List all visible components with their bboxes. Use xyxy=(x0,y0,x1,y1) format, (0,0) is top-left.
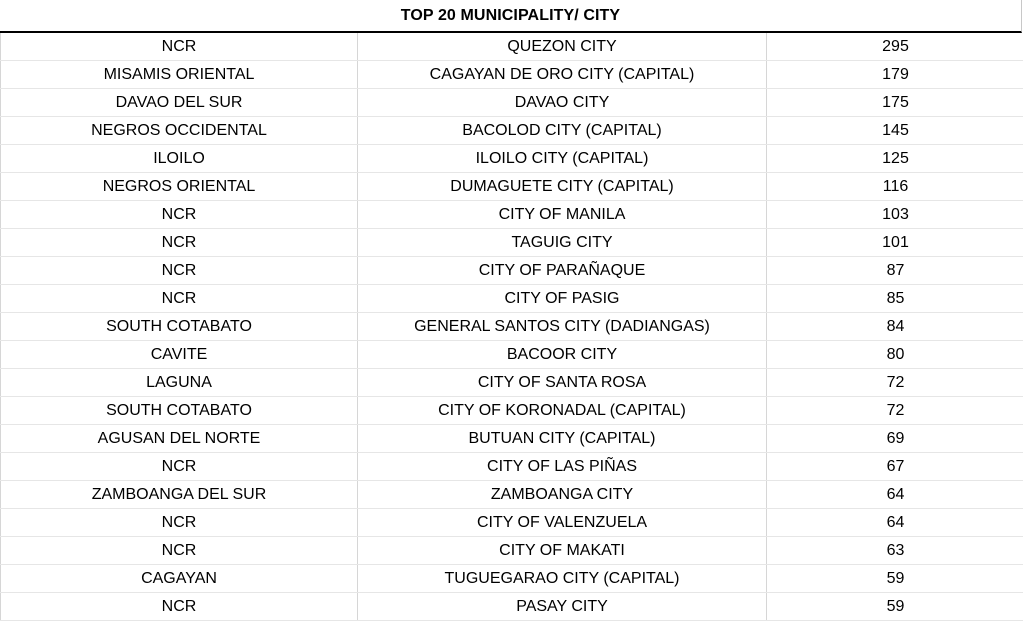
province-cell[interactable]: NCR xyxy=(1,593,358,621)
province-cell[interactable]: NEGROS ORIENTAL xyxy=(1,173,358,201)
table-row xyxy=(1,145,1023,173)
table-row xyxy=(1,397,1023,425)
table-row xyxy=(1,61,1023,89)
province-cell[interactable]: DAVAO DEL SUR xyxy=(1,89,358,117)
city-cell[interactable]: DUMAGUETE CITY (CAPITAL) xyxy=(358,173,767,201)
province-cell[interactable]: MISAMIS ORIENTAL xyxy=(1,61,358,89)
city-cell[interactable]: QUEZON CITY xyxy=(358,33,767,61)
data-table xyxy=(0,33,1023,621)
province-cell[interactable]: NCR xyxy=(1,257,358,285)
count-cell[interactable]: 101 xyxy=(767,229,1023,257)
table-row xyxy=(1,313,1023,341)
province-cell[interactable]: SOUTH COTABATO xyxy=(1,313,358,341)
table-row xyxy=(1,481,1023,509)
city-cell[interactable]: CITY OF PARAÑAQUE xyxy=(358,257,767,285)
table-row xyxy=(1,257,1023,285)
table-row xyxy=(1,369,1023,397)
count-cell[interactable]: 179 xyxy=(767,61,1023,89)
city-cell[interactable]: CITY OF LAS PIÑAS xyxy=(358,453,767,481)
count-cell[interactable]: 295 xyxy=(767,33,1023,61)
table-row xyxy=(1,33,1023,61)
table-row xyxy=(1,229,1023,257)
table-row xyxy=(1,537,1023,565)
count-cell[interactable]: 125 xyxy=(767,145,1023,173)
count-cell[interactable]: 175 xyxy=(767,89,1023,117)
table-row xyxy=(1,285,1023,313)
province-cell[interactable]: AGUSAN DEL NORTE xyxy=(1,425,358,453)
province-cell[interactable]: CAVITE xyxy=(1,341,358,369)
table-row xyxy=(1,173,1023,201)
province-cell[interactable]: NCR xyxy=(1,229,358,257)
table-row xyxy=(1,565,1023,593)
count-cell[interactable]: 63 xyxy=(767,537,1023,565)
province-cell[interactable]: NCR xyxy=(1,33,358,61)
count-cell[interactable]: 64 xyxy=(767,509,1023,537)
city-cell[interactable]: ILOILO CITY (CAPITAL) xyxy=(358,145,767,173)
table-body xyxy=(1,33,1023,621)
province-cell[interactable]: ILOILO xyxy=(1,145,358,173)
count-cell[interactable]: 145 xyxy=(767,117,1023,145)
city-cell[interactable]: CITY OF KORONADAL (CAPITAL) xyxy=(358,397,767,425)
count-cell[interactable]: 103 xyxy=(767,201,1023,229)
table-row xyxy=(1,201,1023,229)
province-cell[interactable]: NCR xyxy=(1,537,358,565)
count-cell[interactable]: 59 xyxy=(767,593,1023,621)
city-cell[interactable]: GENERAL SANTOS CITY (DADIANGAS) xyxy=(358,313,767,341)
province-cell[interactable]: NEGROS OCCIDENTAL xyxy=(1,117,358,145)
table-title[interactable]: TOP 20 MUNICIPALITY/ CITY xyxy=(0,0,1022,33)
city-cell[interactable]: BUTUAN CITY (CAPITAL) xyxy=(358,425,767,453)
province-cell[interactable]: LAGUNA xyxy=(1,369,358,397)
table-row xyxy=(1,593,1023,621)
count-cell[interactable]: 80 xyxy=(767,341,1023,369)
city-cell[interactable]: CITY OF PASIG xyxy=(358,285,767,313)
count-cell[interactable]: 72 xyxy=(767,369,1023,397)
city-cell[interactable]: CAGAYAN DE ORO CITY (CAPITAL) xyxy=(358,61,767,89)
count-cell[interactable]: 84 xyxy=(767,313,1023,341)
table-row xyxy=(1,509,1023,537)
province-cell[interactable]: ZAMBOANGA DEL SUR xyxy=(1,481,358,509)
count-cell[interactable]: 85 xyxy=(767,285,1023,313)
city-cell[interactable]: ZAMBOANGA CITY xyxy=(358,481,767,509)
city-cell[interactable]: CITY OF SANTA ROSA xyxy=(358,369,767,397)
table-row xyxy=(1,425,1023,453)
city-cell[interactable]: CITY OF MANILA xyxy=(358,201,767,229)
city-cell[interactable]: CITY OF MAKATI xyxy=(358,537,767,565)
count-cell[interactable]: 67 xyxy=(767,453,1023,481)
city-cell[interactable]: TUGUEGARAO CITY (CAPITAL) xyxy=(358,565,767,593)
count-cell[interactable]: 59 xyxy=(767,565,1023,593)
province-cell[interactable]: NCR xyxy=(1,201,358,229)
table-row xyxy=(1,89,1023,117)
province-cell[interactable]: CAGAYAN xyxy=(1,565,358,593)
count-cell[interactable]: 72 xyxy=(767,397,1023,425)
count-cell[interactable]: 87 xyxy=(767,257,1023,285)
count-cell[interactable]: 69 xyxy=(767,425,1023,453)
province-cell[interactable]: SOUTH COTABATO xyxy=(1,397,358,425)
city-cell[interactable]: BACOOR CITY xyxy=(358,341,767,369)
city-cell[interactable]: PASAY CITY xyxy=(358,593,767,621)
table-row xyxy=(1,453,1023,481)
count-cell[interactable]: 116 xyxy=(767,173,1023,201)
province-cell[interactable]: NCR xyxy=(1,509,358,537)
count-cell[interactable]: 64 xyxy=(767,481,1023,509)
table-row xyxy=(1,341,1023,369)
province-cell[interactable]: NCR xyxy=(1,453,358,481)
city-cell[interactable]: DAVAO CITY xyxy=(358,89,767,117)
city-cell[interactable]: TAGUIG CITY xyxy=(358,229,767,257)
city-cell[interactable]: CITY OF VALENZUELA xyxy=(358,509,767,537)
city-cell[interactable]: BACOLOD CITY (CAPITAL) xyxy=(358,117,767,145)
province-cell[interactable]: NCR xyxy=(1,285,358,313)
table-row xyxy=(1,117,1023,145)
